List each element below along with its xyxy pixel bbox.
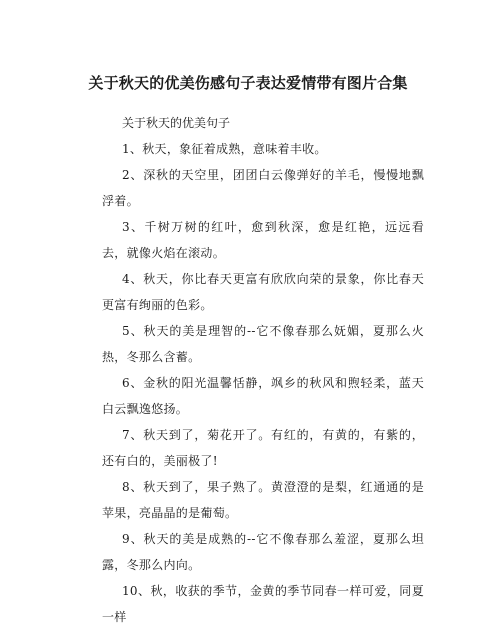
paragraph-2: 2、深秋的天空里，团团白云像弹好的羊毛，慢慢地飘浮着。 <box>102 168 424 208</box>
document-title: 关于秋天的优美伤感句子表达爱情带有图片合集 <box>88 74 408 92</box>
paragraph-3: 3、千树万树的红叶，愈到秋深，愈是红艳，远远看去，就像火焰在滚动。 <box>102 220 424 260</box>
paragraph-7: 7、秋天到了，菊花开了。有红的，有黄的，有紫的，还有白的，美丽极了! <box>102 428 424 468</box>
paragraph-9: 9、秋天的美是成熟的--它不像春那么羞涩，夏那么坦露，冬那么内向。 <box>102 532 424 572</box>
paragraph-8: 8、秋天到了，果子熟了。黄澄澄的是梨，红通通的是苹果，亮晶晶的是葡萄。 <box>102 480 424 520</box>
paragraph-6: 6、金秋的阳光温馨恬静，飒乡的秋风和煦轻柔，蓝天白云飘逸悠扬。 <box>102 376 424 416</box>
paragraph-1: 1、秋天，象征着成熟，意味着丰收。 <box>122 142 327 156</box>
paragraph-4: 4、秋天，你比春天更富有欣欣向荣的景象，你比春天更富有绚丽的色彩。 <box>102 272 424 312</box>
section-heading: 关于秋天的优美句子 <box>122 116 231 130</box>
paragraph-10: 10、秋，收获的季节，金黄的季节同春一样可爱，同夏一样 <box>102 584 424 624</box>
paragraph-5: 5、秋天的美是理智的--它不像春那么妩媚，夏那么火热，冬那么含蓄。 <box>102 324 424 364</box>
document-body <box>102 110 424 630</box>
